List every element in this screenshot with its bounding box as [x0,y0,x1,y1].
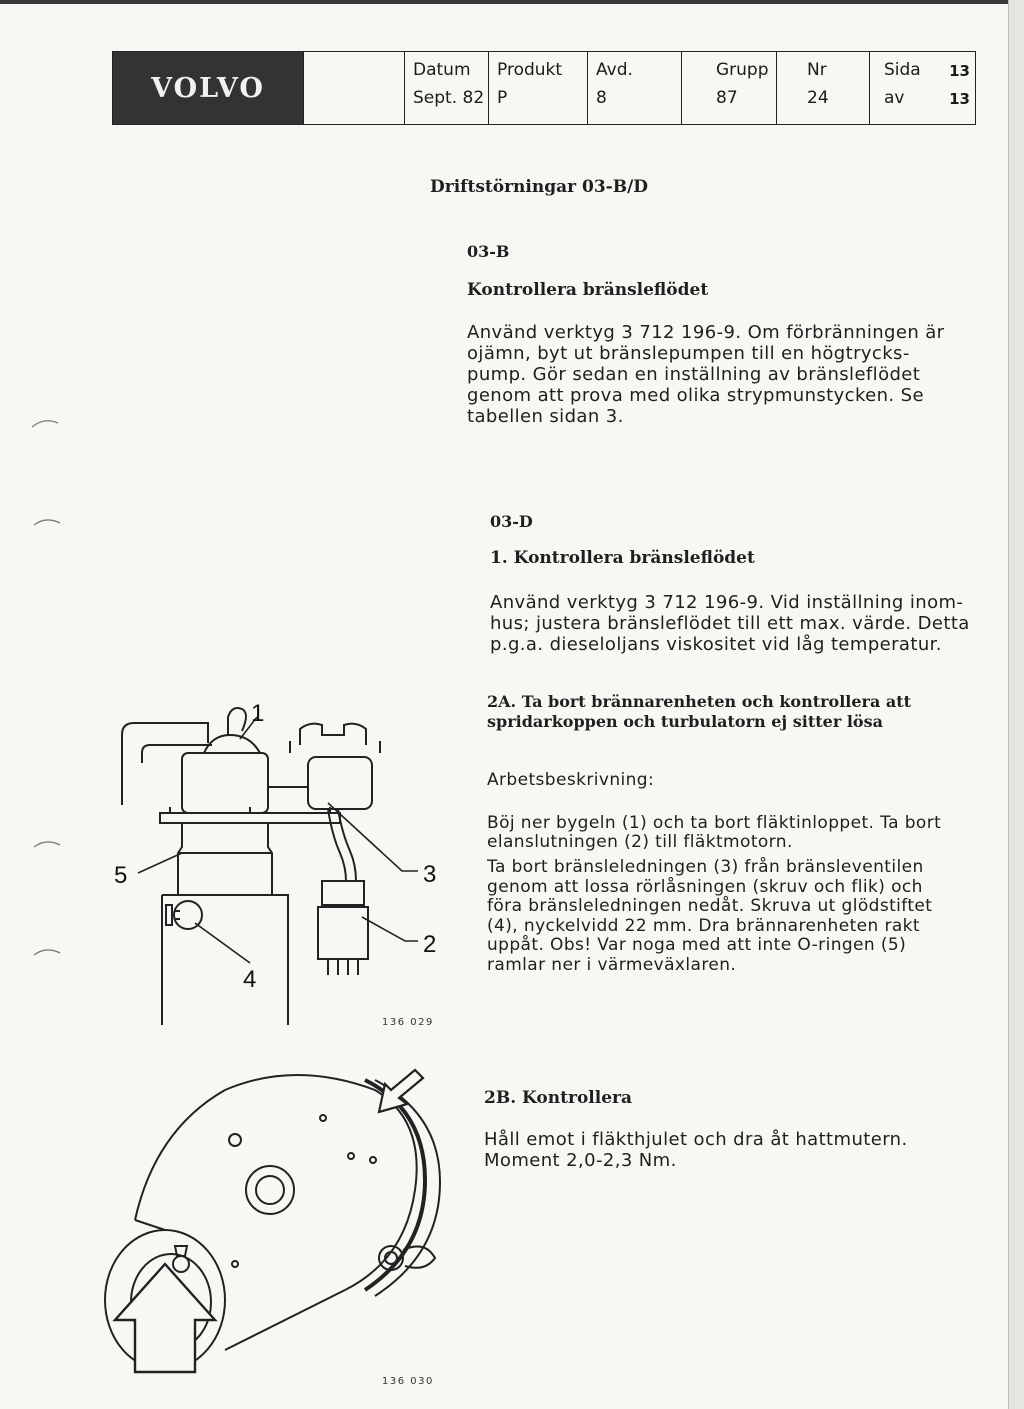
burner-tube [178,823,272,895]
logo-text: VOLVO [151,72,265,104]
figure-burner-assembly [100,695,460,1035]
label-3: 3 [423,861,437,888]
label-5: 5 [114,862,128,889]
figure2-caption: 136 030 [382,1376,434,1387]
heading-line: spridarkoppen och turbulatorn ej sitter lösa [487,712,883,731]
center-hole [246,1166,294,1214]
body-line: föra bränsleledningen nedåt. Skruva ut glödstiftet [487,896,933,916]
step2b-body [484,1129,984,1171]
label-4: 4 [243,966,257,993]
body-line: uppåt. Obs! Var noga med att inte O-ringen (5) [487,935,907,955]
scan-top-edge [0,0,1024,4]
body-line: hus; justera bränsleflödet till ett max. värde. Detta [490,613,970,634]
work-description-heading: Arbetsbeskrivning: [487,770,655,790]
fuel-line [328,809,346,881]
datum-label: Datum [413,60,471,80]
bracket-1 [228,708,246,735]
cap-nut [173,1256,189,1272]
volvo-logo [113,52,303,124]
label-2: 2 [423,931,437,958]
avd-value: 8 [596,88,607,108]
body-line: Använd verktyg 3 712 196-9. Om förbränningen är [467,322,945,343]
work-paragraph-1 [487,814,1002,852]
av-label: av [884,88,905,108]
heading-line: 2A. Ta bort brännarenheten och kontrollera att [487,692,912,711]
page-title: Driftstörningar 03-B/D [430,177,649,197]
avd-cell [587,52,681,124]
avd-label: Avd. [596,60,633,80]
section-03b-body [467,322,987,427]
heat-exchanger [162,895,288,1025]
figure1-caption: 136 029 [382,1017,434,1028]
body-line: ramlar ner i värmeväxlaren. [487,954,737,975]
margin-marks [30,415,70,975]
fuel-valve [308,757,372,809]
sida-label: Sida [884,60,921,80]
step1-heading: 1. Kontrollera bränsleflödet [490,548,755,568]
body-line: ojämn, byt ut bränslepumpen till en högtrycks- [467,343,910,364]
nr-label: Nr [807,60,827,80]
step1-body [490,592,1000,655]
body-line: Ta bort bränsleledningen (3) från bränsleventilen [487,857,924,877]
body-line: genom att lossa rörlåsningen (skruv och flik) och [487,876,923,897]
datum-cell [404,52,488,124]
section-03b-code: 03-B [467,242,510,261]
produkt-cell [488,52,587,124]
body-line: Håll emot i fläkthjulet och dra åt hattmutern. [484,1129,908,1150]
valve-connector [300,724,366,745]
body-line: genom att prova med olika strypmunstycken. Se [467,385,924,406]
body-line: elanslutningen (2) till fläktmotorn. [487,832,793,852]
datum-value: Sept. 82 [413,88,485,108]
arrow-flange-icon [379,1070,423,1112]
label-1: 1 [251,700,265,727]
work-paragraph-2 [487,858,1002,975]
body-line: tabellen sidan 3. [467,406,624,427]
body-line: p.g.a. dieseloljans viskositet vid låg temperatur. [490,634,942,655]
grupp-cell [681,52,776,124]
scan-right-edge [1008,0,1024,1409]
section-03d-code: 03-D [490,512,533,531]
header-blank-cell [303,52,404,124]
nr-value: 24 [807,88,829,108]
section-03b-heading: Kontrollera bränsleflödet [467,280,709,300]
grupp-label: Grupp [716,60,769,80]
fan-housing [182,753,268,813]
grupp-value: 87 [716,88,738,108]
connector-lower [318,907,368,959]
produkt-value: P [497,88,508,108]
body-line: pump. Gör sedan en inställning av bränsleflödet [467,364,921,385]
av-value: 13 [949,90,970,108]
step2a-heading [487,692,1007,732]
step2b-heading: 2B. Kontrollera [484,1088,632,1108]
body-line: (4), nyckelvidd 22 mm. Dra brännarenheten rakt [487,915,920,936]
body-line: Böj ner bygeln (1) och ta bort fläktinloppet. Ta bort [487,813,942,833]
body-line: Moment 2,0-2,3 Nm. [484,1150,677,1171]
document-header-table [112,51,976,125]
mounting-plate [160,813,340,823]
produkt-label: Produkt [497,60,563,80]
sida-value: 13 [949,62,970,80]
body-line: Använd verktyg 3 712 196-9. Vid inställning inom- [490,592,964,613]
connector-upper [322,881,364,905]
sida-cell [869,52,974,124]
nr-cell [776,52,869,124]
figure-burner-unit [95,1050,475,1380]
